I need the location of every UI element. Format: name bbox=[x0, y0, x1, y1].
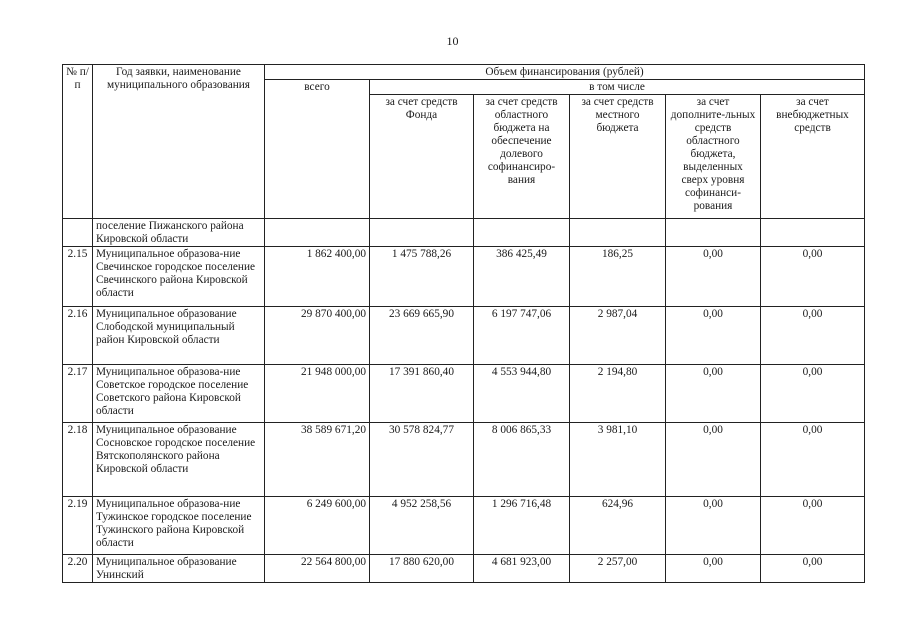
table-row bbox=[63, 307, 865, 365]
row-regional: 6 197 747,06 bbox=[474, 307, 570, 365]
row-num: 2.18 bbox=[63, 423, 93, 497]
row-total: 29 870 400,00 bbox=[265, 307, 370, 365]
row-regional: 4 681 923,00 bbox=[474, 555, 570, 583]
row-num: 2.20 bbox=[63, 555, 93, 583]
row-extrabudget: 0,00 bbox=[761, 307, 865, 365]
row-name: Муниципальное образова-ние Тужинское городское поселение Тужинского района Кировской области bbox=[93, 497, 265, 555]
row-total: 22 564 800,00 bbox=[265, 555, 370, 583]
row-local: 2 987,04 bbox=[570, 307, 666, 365]
row-additional: 0,00 bbox=[666, 247, 761, 307]
row-num: 2.19 bbox=[63, 497, 93, 555]
table-row-continuation bbox=[63, 219, 865, 247]
header-including: в том числе bbox=[370, 80, 865, 95]
header-fund: за счет средств Фонда bbox=[370, 95, 474, 219]
row-local: 624,96 bbox=[570, 497, 666, 555]
row-fund: 1 475 788,26 bbox=[370, 247, 474, 307]
row-regional: 386 425,49 bbox=[474, 247, 570, 307]
table-row bbox=[63, 247, 865, 307]
row-name: Муниципальное образование Унинский bbox=[93, 555, 265, 583]
row-fund: 17 880 620,00 bbox=[370, 555, 474, 583]
row-fund: 17 391 860,40 bbox=[370, 365, 474, 423]
row-name: Муниципальное образова-ние Свечинское городское поселение Свечинского района Кировской области bbox=[93, 247, 265, 307]
row-total: 38 589 671,20 bbox=[265, 423, 370, 497]
header-local: за счет средств местного бюджета bbox=[570, 95, 666, 219]
row-regional: 4 553 944,80 bbox=[474, 365, 570, 423]
table-row bbox=[63, 423, 865, 497]
row-total: 6 249 600,00 bbox=[265, 497, 370, 555]
row-total: 1 862 400,00 bbox=[265, 247, 370, 307]
row-additional: 0,00 bbox=[666, 307, 761, 365]
row-fund: 30 578 824,77 bbox=[370, 423, 474, 497]
row-local: 2 257,00 bbox=[570, 555, 666, 583]
row-extrabudget: 0,00 bbox=[761, 423, 865, 497]
row-num: 2.15 bbox=[63, 247, 93, 307]
row-additional: 0,00 bbox=[666, 365, 761, 423]
header-extrabudget: за счет внебюджетных средств bbox=[761, 95, 865, 219]
row-num: 2.17 bbox=[63, 365, 93, 423]
row-name: Муниципальное образова-ние Советское городское поселение Советского района Кировской области bbox=[93, 365, 265, 423]
table-row bbox=[63, 365, 865, 423]
row-regional: 8 006 865,33 bbox=[474, 423, 570, 497]
row-fund: 23 669 665,90 bbox=[370, 307, 474, 365]
row-name: поселение Пижанского района Кировской области bbox=[93, 219, 265, 247]
row-name: Муниципальное образование Сосновское городское поселение Вятскополянского района Кировской области bbox=[93, 423, 265, 497]
header-name: Год заявки, наименование муниципального образования bbox=[93, 65, 265, 219]
row-extrabudget: 0,00 bbox=[761, 247, 865, 307]
row-additional: 0,00 bbox=[666, 555, 761, 583]
row-name: Муниципальное образование Слободской муниципальный район Кировской области bbox=[93, 307, 265, 365]
header-regional: за счет средств областного бюджета на обеспечение долевого софинансиро-вания bbox=[474, 95, 570, 219]
row-extrabudget: 0,00 bbox=[761, 555, 865, 583]
row-total: 21 948 000,00 bbox=[265, 365, 370, 423]
row-additional: 0,00 bbox=[666, 423, 761, 497]
table-row bbox=[63, 555, 865, 583]
header-total: всего bbox=[265, 80, 370, 219]
row-num: 2.16 bbox=[63, 307, 93, 365]
row-additional: 0,00 bbox=[666, 497, 761, 555]
header-num: № п/п bbox=[63, 65, 93, 219]
header-volume: Объем финансирования (рублей) bbox=[265, 65, 865, 80]
row-extrabudget: 0,00 bbox=[761, 497, 865, 555]
row-local: 186,25 bbox=[570, 247, 666, 307]
financing-table bbox=[62, 64, 865, 583]
page-number: 10 bbox=[446, 34, 459, 48]
table-row bbox=[63, 497, 865, 555]
header-additional: за счет дополните-льных средств областного бюджета, выделенных сверх уровня софинанси-рования bbox=[666, 95, 761, 219]
row-regional: 1 296 716,48 bbox=[474, 497, 570, 555]
row-extrabudget: 0,00 bbox=[761, 365, 865, 423]
row-local: 3 981,10 bbox=[570, 423, 666, 497]
row-local: 2 194,80 bbox=[570, 365, 666, 423]
row-fund: 4 952 258,56 bbox=[370, 497, 474, 555]
